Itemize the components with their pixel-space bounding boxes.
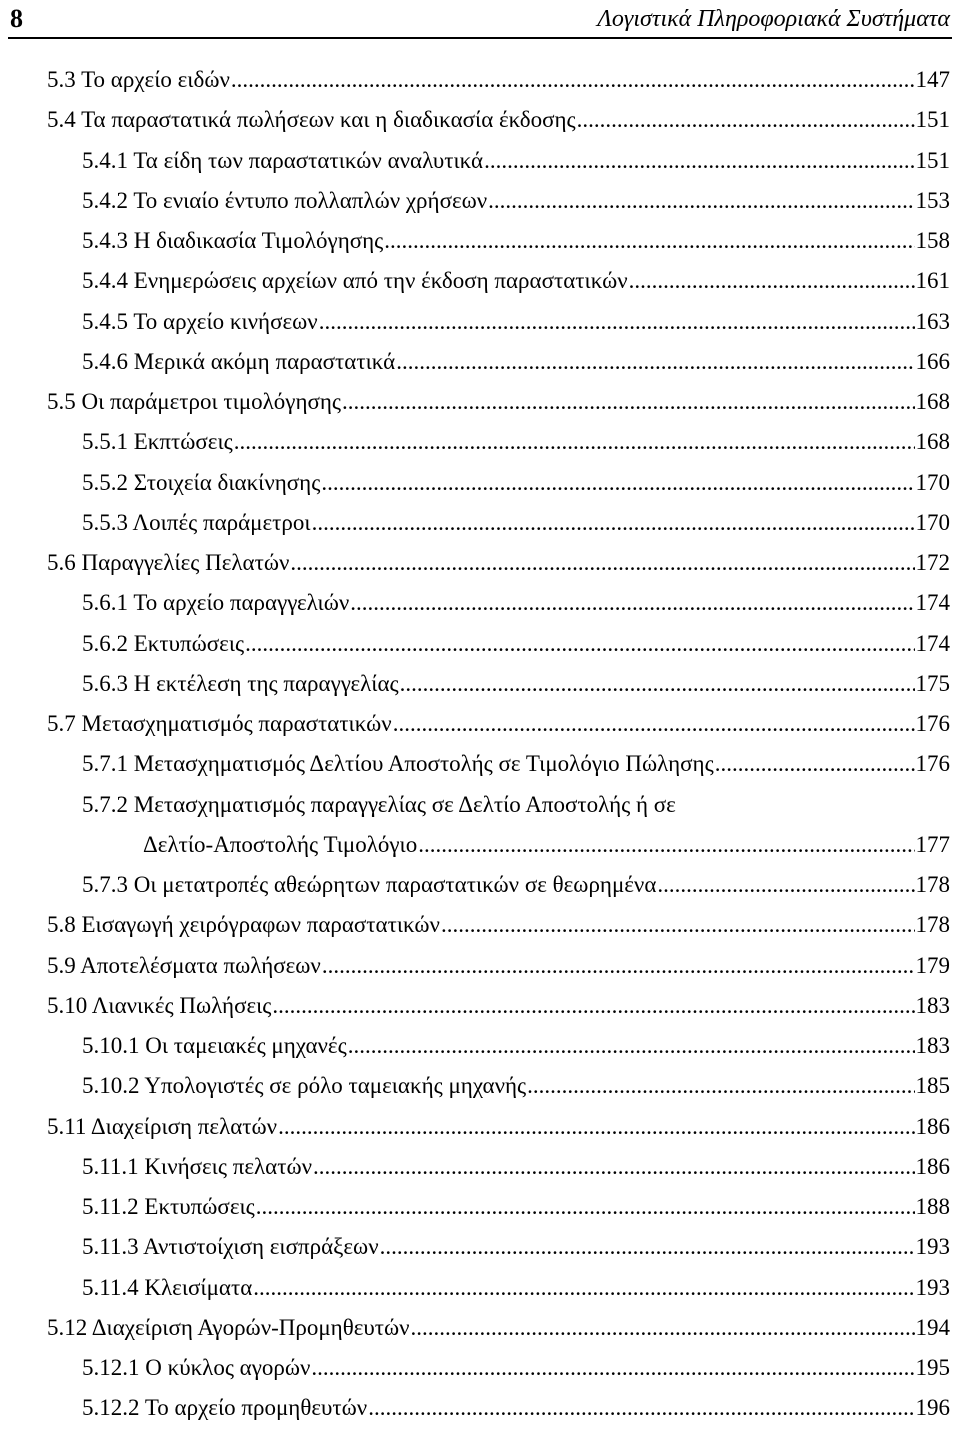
toc-entry-title: 5.12.2 Το αρχείο προμηθευτών xyxy=(82,1395,368,1421)
toc-entry xyxy=(0,342,960,382)
toc-page-number: 176 xyxy=(915,711,950,736)
toc-entry xyxy=(0,1308,960,1348)
toc-page-number: 183 xyxy=(915,992,950,1018)
dot-leader xyxy=(231,60,915,100)
toc-page-number: 183 xyxy=(915,1033,950,1058)
toc-entry-row xyxy=(47,382,950,422)
toc-page-number: 174 xyxy=(915,630,950,656)
toc-entry xyxy=(0,946,960,986)
toc-entry xyxy=(0,986,960,1026)
toc-entry xyxy=(0,221,960,261)
toc-page-number: 193 xyxy=(915,1234,950,1260)
toc-entry xyxy=(0,100,960,140)
toc-page-number: 175 xyxy=(915,670,950,696)
toc-entry xyxy=(0,1268,960,1308)
dot-leader xyxy=(488,181,914,221)
toc-page-number: 186 xyxy=(915,1153,950,1179)
dot-leader xyxy=(411,1308,915,1348)
toc-page-number: 147 xyxy=(915,67,950,92)
toc-entry-title: 5.4.6 Μερικά ακόμη παραστατικά xyxy=(82,348,396,374)
toc-entry xyxy=(0,704,960,744)
running-title: Λογιστικά Πληροφοριακά Συστήματα xyxy=(597,6,950,32)
dot-leader xyxy=(441,905,915,945)
toc-entry-row xyxy=(82,624,950,664)
dot-leader xyxy=(657,865,914,905)
toc-entry-title: 5.5 Οι παράμετροι τιμολόγησης xyxy=(47,389,342,414)
toc-entry-title: 5.11.1 Κινήσεις πελατών xyxy=(82,1153,312,1179)
toc-entry-title: 5.5.2 Στοιχεία διακίνησης xyxy=(82,469,321,495)
dot-leader xyxy=(253,1268,914,1308)
toc-entry-title: 5.7.3 Οι μετατροπές αθεώρητων παραστατικών σε θεωρημένα xyxy=(82,872,657,897)
toc-entry-row xyxy=(143,825,950,865)
toc-entry xyxy=(0,1147,960,1187)
toc-page-number: 196 xyxy=(915,1395,950,1421)
toc-entry xyxy=(0,905,960,945)
dot-leader xyxy=(234,422,915,462)
dot-leader xyxy=(715,744,915,784)
dot-leader xyxy=(256,1187,915,1227)
toc-entry-title: 5.4 Τα παραστατικά πωλήσεων και η διαδικασία έκδοσης xyxy=(47,107,576,133)
toc-page-number: 166 xyxy=(915,348,950,374)
dot-leader xyxy=(400,664,915,704)
dot-leader xyxy=(312,503,915,543)
toc-entry-row xyxy=(82,744,950,784)
dot-leader xyxy=(577,100,915,140)
dot-leader xyxy=(322,946,915,986)
toc-entry-title: 5.5.3 Λοιπές παράμετροι xyxy=(82,509,311,535)
toc-entry xyxy=(0,181,960,221)
toc-entry-title: 5.7 Μετασχηματισμός παραστατικών xyxy=(47,711,392,736)
toc-entry xyxy=(0,422,960,462)
toc-entry-title: 5.9 Αποτελέσματα πωλήσεων xyxy=(47,952,321,978)
toc-entry-title: 5.10.2 Υπολογιστές σε ρόλο ταμειακής μηχανής xyxy=(82,1073,527,1099)
dot-leader xyxy=(311,1348,914,1388)
toc-entry-row xyxy=(82,583,950,623)
toc-page-number: 168 xyxy=(915,429,950,455)
toc-entry xyxy=(0,1107,960,1147)
toc-entry-row xyxy=(47,905,950,945)
toc-page-number: 174 xyxy=(915,590,950,616)
toc-page-number: 177 xyxy=(915,831,950,857)
toc-entry-row xyxy=(82,1066,950,1106)
header-divider xyxy=(8,37,952,39)
toc-page-number: 168 xyxy=(915,389,950,414)
dot-leader xyxy=(342,382,914,422)
toc-entry-title: 5.11.3 Αντιστοίχιση εισπράξεων xyxy=(82,1234,379,1260)
toc-entry-row xyxy=(82,141,950,181)
toc-entry-row xyxy=(82,865,950,905)
toc-entry-row xyxy=(47,704,950,744)
toc-page-number: 151 xyxy=(915,107,950,133)
toc-entry-title: 5.10 Λιανικές Πωλήσεις xyxy=(47,992,272,1018)
toc-entry-row xyxy=(82,422,950,462)
dot-leader xyxy=(484,141,914,181)
toc-page-number: 172 xyxy=(915,550,950,575)
toc-entry xyxy=(0,624,960,664)
toc-entry-title: 5.12.1 Ο κύκλος αγορών xyxy=(82,1355,311,1380)
dot-leader xyxy=(384,221,914,261)
toc-entry-title: 5.12 Διαχείριση Αγορών-Προμηθευτών xyxy=(47,1314,410,1340)
dot-leader xyxy=(321,463,914,503)
toc-entry xyxy=(0,463,960,503)
toc-page-number: 158 xyxy=(915,228,950,253)
toc-entry xyxy=(0,1388,960,1428)
toc-entry-row xyxy=(82,1187,950,1227)
toc-entry-title: 5.7.1 Μετασχηματισμός Δελτίου Αποστολής σε Τιμολόγιο Πώλησης xyxy=(82,751,714,777)
toc-entry xyxy=(0,141,960,181)
toc-entry-title: 5.4.5 Το αρχείο κινήσεων xyxy=(82,308,318,334)
toc-entry-row xyxy=(82,664,950,704)
dot-leader xyxy=(527,1066,914,1106)
toc-entry xyxy=(0,785,960,866)
page-header xyxy=(0,0,960,40)
toc-entry-row xyxy=(47,543,950,583)
dot-leader xyxy=(313,1147,915,1187)
dot-leader xyxy=(245,624,914,664)
dot-leader xyxy=(348,1026,915,1066)
toc-page-number: 170 xyxy=(915,509,950,535)
toc-entry-title: 5.4.3 Η διαδικασία Τιμολόγησης xyxy=(82,228,384,253)
toc-entry-row xyxy=(82,503,950,543)
toc-entry xyxy=(0,382,960,422)
toc-entry-title: 5.6.2 Εκτυπώσεις xyxy=(82,630,245,656)
dot-leader xyxy=(272,986,914,1026)
toc-entry xyxy=(0,583,960,623)
toc-entry-row xyxy=(82,1147,950,1187)
toc-page-number: 176 xyxy=(915,751,950,777)
toc-entry-title: 5.5.1 Εκπτώσεις xyxy=(82,429,233,455)
toc-entry xyxy=(0,503,960,543)
toc-entry-title: 5.8 Εισαγωγή χειρόγραφων παραστατικών xyxy=(47,912,440,938)
toc-entry-row xyxy=(47,946,950,986)
table-of-contents xyxy=(0,60,960,1429)
toc-entry-row xyxy=(82,1348,950,1388)
toc-page-number: 179 xyxy=(915,952,950,978)
toc-page-number: 194 xyxy=(915,1314,950,1340)
toc-entry-row xyxy=(82,1227,950,1267)
toc-page-number: 193 xyxy=(915,1274,950,1300)
dot-leader xyxy=(350,583,914,623)
toc-entry-title: 5.6 Παραγγελίες Πελατών xyxy=(47,550,290,575)
toc-page-number: 188 xyxy=(915,1194,950,1219)
page-number: 8 xyxy=(10,4,23,33)
toc-page-number: 195 xyxy=(915,1355,950,1380)
toc-entry-row xyxy=(47,1308,950,1348)
toc-page-number: 178 xyxy=(915,912,950,938)
dot-leader xyxy=(418,825,914,865)
toc-page-number: 186 xyxy=(915,1113,950,1139)
dot-leader xyxy=(278,1107,914,1147)
toc-entry xyxy=(0,1348,960,1388)
toc-entry-row xyxy=(47,1107,950,1147)
toc-page-number: 161 xyxy=(915,268,950,294)
toc-page-number: 153 xyxy=(915,187,950,213)
toc-page-number: 151 xyxy=(915,147,950,173)
toc-page-number: 170 xyxy=(915,469,950,495)
toc-entry-title: 5.3 Το αρχείο ειδών xyxy=(47,67,230,92)
toc-page-number: 185 xyxy=(915,1073,950,1099)
toc-entry-title: 5.4.4 Ενημερώσεις αρχείων από την έκδοση παραστατικών xyxy=(82,268,628,294)
toc-entry-row xyxy=(82,342,950,382)
toc-entry-title-continuation: Δελτίο-Αποστολής Τιμολόγιο xyxy=(143,831,418,857)
toc-entry xyxy=(0,1066,960,1106)
toc-entry-title: 5.10.1 Οι ταμειακές μηχανές xyxy=(82,1033,347,1058)
toc-entry-title: 5.7.2 Μετασχηματισμός παραγγελίας σε Δελτίο Αποστολής ή σε xyxy=(82,791,676,817)
toc-entry xyxy=(0,1227,960,1267)
toc-entry-title: 5.11.2 Εκτυπώσεις xyxy=(82,1194,255,1219)
toc-entry-row xyxy=(47,986,950,1026)
toc-entry xyxy=(0,744,960,784)
toc-page-number: 163 xyxy=(915,308,950,334)
toc-entry-row xyxy=(82,181,950,221)
dot-leader xyxy=(629,261,915,301)
dot-leader xyxy=(290,543,914,583)
dot-leader xyxy=(396,342,914,382)
toc-entry xyxy=(0,543,960,583)
toc-entry xyxy=(0,261,960,301)
toc-entry-row xyxy=(82,1026,950,1066)
toc-entry-title: 5.11 Διαχείριση πελατών xyxy=(47,1113,278,1139)
toc-entry-row xyxy=(47,60,950,100)
toc-entry-row xyxy=(82,1388,950,1428)
toc-entry-title: 5.6.3 Η εκτέλεση της παραγγελίας xyxy=(82,670,399,696)
dot-leader xyxy=(368,1388,914,1428)
toc-entry xyxy=(0,865,960,905)
dot-leader xyxy=(319,302,915,342)
toc-entry xyxy=(0,60,960,100)
toc-entry-row xyxy=(82,1268,950,1308)
toc-entry-row xyxy=(82,302,950,342)
toc-entry-row xyxy=(47,100,950,140)
toc-entry xyxy=(0,664,960,704)
toc-entry xyxy=(0,1187,960,1227)
toc-entry-title: 5.11.4 Κλεισίματα xyxy=(82,1274,253,1300)
toc-entry-row xyxy=(82,261,950,301)
toc-entry-title: 5.6.1 Το αρχείο παραγγελιών xyxy=(82,590,350,616)
toc-entry-title: 5.4.1 Τα είδη των παραστατικών αναλυτικά xyxy=(82,147,484,173)
toc-entry xyxy=(0,1026,960,1066)
dot-leader xyxy=(393,704,915,744)
dot-leader xyxy=(380,1227,915,1267)
toc-page-number: 178 xyxy=(915,872,950,897)
toc-entry xyxy=(0,302,960,342)
toc-entry-title: 5.4.2 Το ενιαίο έντυπο πολλαπλών χρήσεων xyxy=(82,187,488,213)
toc-entry-row xyxy=(82,221,950,261)
toc-entry-row xyxy=(82,463,950,503)
